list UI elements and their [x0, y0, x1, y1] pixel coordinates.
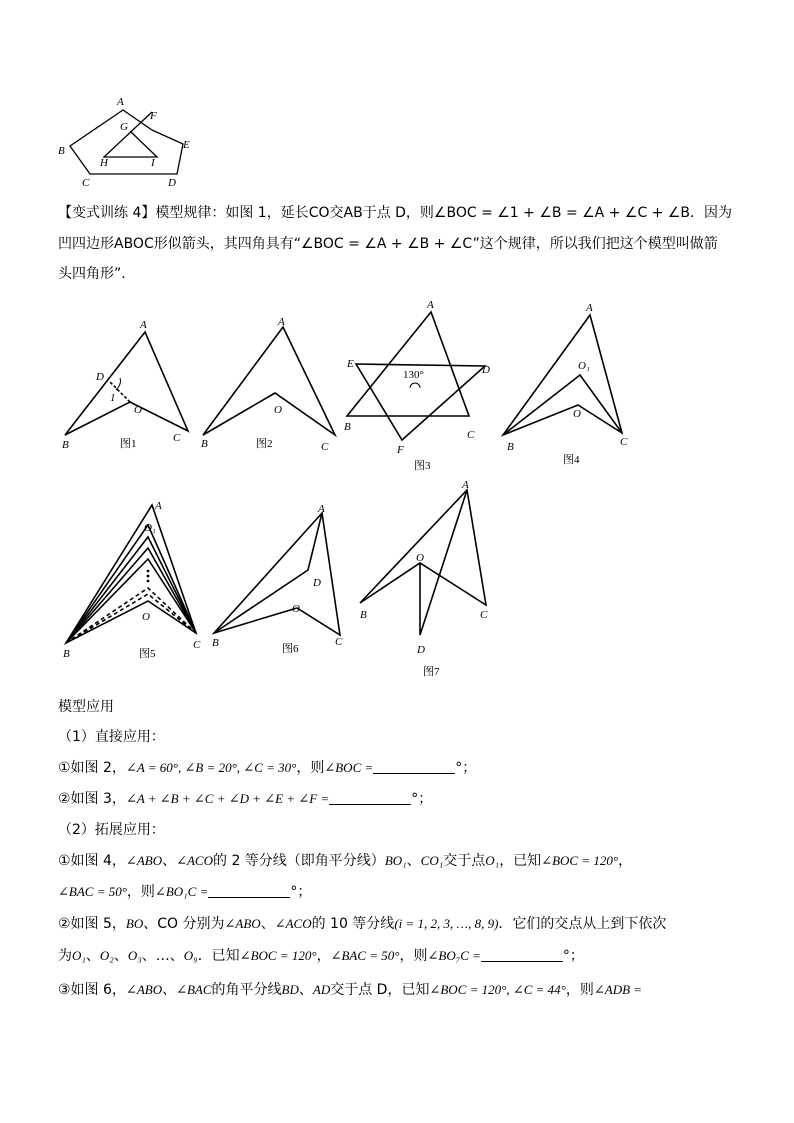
part2-title: （2）拓展应用：: [58, 822, 165, 838]
fig2-arrowhead: [203, 327, 335, 435]
fig7-caption: 图7: [423, 666, 440, 678]
fig6-caption: 图6: [282, 643, 299, 655]
fig1-label-B: B: [62, 439, 69, 451]
fig3-angle-arc: [410, 383, 420, 388]
fig7-label-C: C: [480, 609, 488, 621]
fig7-label-D: D: [417, 644, 425, 656]
fig6-label-C: C: [335, 636, 343, 648]
fig2-caption: 图2: [256, 438, 273, 450]
fig3-label-D: D: [482, 364, 490, 376]
fig5-label-O1: O₁: [144, 522, 156, 534]
label-B: B: [58, 145, 65, 157]
fig6-label-A: A: [318, 503, 325, 515]
fig4-inner: [503, 375, 622, 435]
part1-question-2: ②如图 3，∠A + ∠B + ∠C + ∠D + ∠E + ∠F = °；: [58, 791, 433, 807]
fig2-label-B: B: [201, 438, 208, 450]
fig1-label-O: O: [134, 404, 142, 416]
fig1-caption: 图1: [120, 438, 137, 450]
figures-row-2: [50, 475, 510, 685]
fig7-arrowhead: [360, 490, 486, 605]
fig1-label-C: C: [173, 432, 181, 444]
fig4-label-B: B: [507, 441, 514, 453]
part2-question-1-line-1: ①如图 4，∠ABO、∠ACO的 2 等分线（即角平分线）BO₁、CO₁交于点O₁，已知∠BOC = 120°，: [58, 853, 633, 869]
part1-question-1: ①如图 2，∠A = 60°, ∠B = 20°, ∠C = 30°，则∠BOC = °；: [58, 760, 477, 776]
fig4-label-C: C: [620, 436, 628, 448]
fig3-caption: 图3: [414, 460, 431, 472]
fig4-label-O1: O₁: [578, 360, 590, 372]
fig6-arrowhead: [214, 513, 340, 635]
label-A: A: [117, 96, 124, 108]
fig4-caption: 图4: [563, 454, 580, 466]
fig1-label-1: 1: [110, 392, 116, 404]
fig5-caption: 图5: [139, 648, 156, 660]
section-title: 模型应用: [58, 699, 114, 715]
label-C: C: [82, 177, 90, 189]
fig7-label-A: A: [462, 479, 469, 491]
pentagon-outline: [70, 110, 183, 174]
intro-line-2: 凹四边形ABOC形似箭头，其四角具有“∠BOC = ∠A + ∠B + ∠C”这个规律，所以我们把这个模型叫做箭: [58, 236, 718, 252]
part2-question-1-line-2: ∠BAC = 50°，则∠BO₁C = °；: [58, 884, 312, 900]
fig2-label-O: O: [274, 404, 282, 416]
fig6-label-D: D: [313, 577, 321, 589]
label-D: D: [168, 177, 176, 189]
part2-question-3: ③如图 6，∠ABO、∠BAC的角平分线BD、AD交于点 D，已知∠BOC = 120°, ∠C = 44°，则∠ADB =: [58, 982, 643, 998]
fig5-label-B: B: [63, 648, 70, 660]
answer-blank-1[interactable]: [373, 759, 455, 774]
intro-line-1: 【变式训练 4】模型规律：如图 1，延长CO交AB于点 D，则∠BOC = ∠1 + ∠B = ∠A + ∠C + ∠B．因为: [58, 205, 733, 221]
fig3-label-A: A: [427, 299, 434, 311]
figures-row-1: [50, 295, 650, 480]
fig3-angle: 130°: [403, 369, 424, 381]
fig1-angle-arc: [116, 378, 121, 390]
fig5-label-C: C: [193, 639, 201, 651]
fig7-label-B: B: [360, 609, 367, 621]
fig1-label-A: A: [140, 319, 147, 331]
fig3-label-E: E: [347, 358, 354, 370]
fig6-label-B: B: [212, 637, 219, 649]
fig7-label-O: O: [416, 552, 424, 564]
label-F: F: [150, 110, 157, 122]
label-I: I: [151, 157, 155, 169]
label-G: G: [120, 121, 128, 133]
part2-question-2-line-2: 为O₁、O₂、O₃、…、O₉．已知∠BOC = 120°，∠BAC = 50°，则∠BO₇C = °；: [58, 948, 584, 964]
label-E: E: [183, 139, 190, 151]
fig4-label-O: O: [573, 408, 581, 420]
intro-line-3: 头四角形”.: [58, 266, 126, 282]
fig7-inner: [420, 490, 467, 635]
fig2-label-C: C: [321, 441, 329, 453]
answer-blank-3[interactable]: [208, 883, 290, 898]
fig5-inner-1: [66, 525, 196, 643]
fig6-label-O: O: [292, 603, 300, 615]
fig2-label-A: A: [278, 316, 285, 328]
answer-blank-2[interactable]: [329, 790, 411, 805]
fig3-label-C: C: [467, 429, 475, 441]
part1-title: （1）直接应用：: [58, 729, 165, 745]
fig3-label-B: B: [344, 421, 351, 433]
part2-question-2-line-1: ②如图 5，BO、CO 分别为∠ABO、∠ACO的 10 等分线(i = 1, 2, 3, …, 8, 9)．它们的交点从上到下依次: [58, 916, 667, 932]
fig4-label-A: A: [586, 302, 593, 314]
fig5-label-O: O: [142, 611, 150, 623]
fig5-label-A: A: [155, 500, 162, 512]
figure-pentagon: [50, 88, 210, 193]
answer-blank-4[interactable]: [481, 947, 563, 962]
fig1-arrowhead: [65, 332, 188, 435]
label-H: H: [100, 157, 108, 169]
fig4-arrowhead: [503, 315, 622, 435]
fig3-label-F: F: [397, 444, 404, 456]
fig1-label-D: D: [96, 371, 104, 383]
